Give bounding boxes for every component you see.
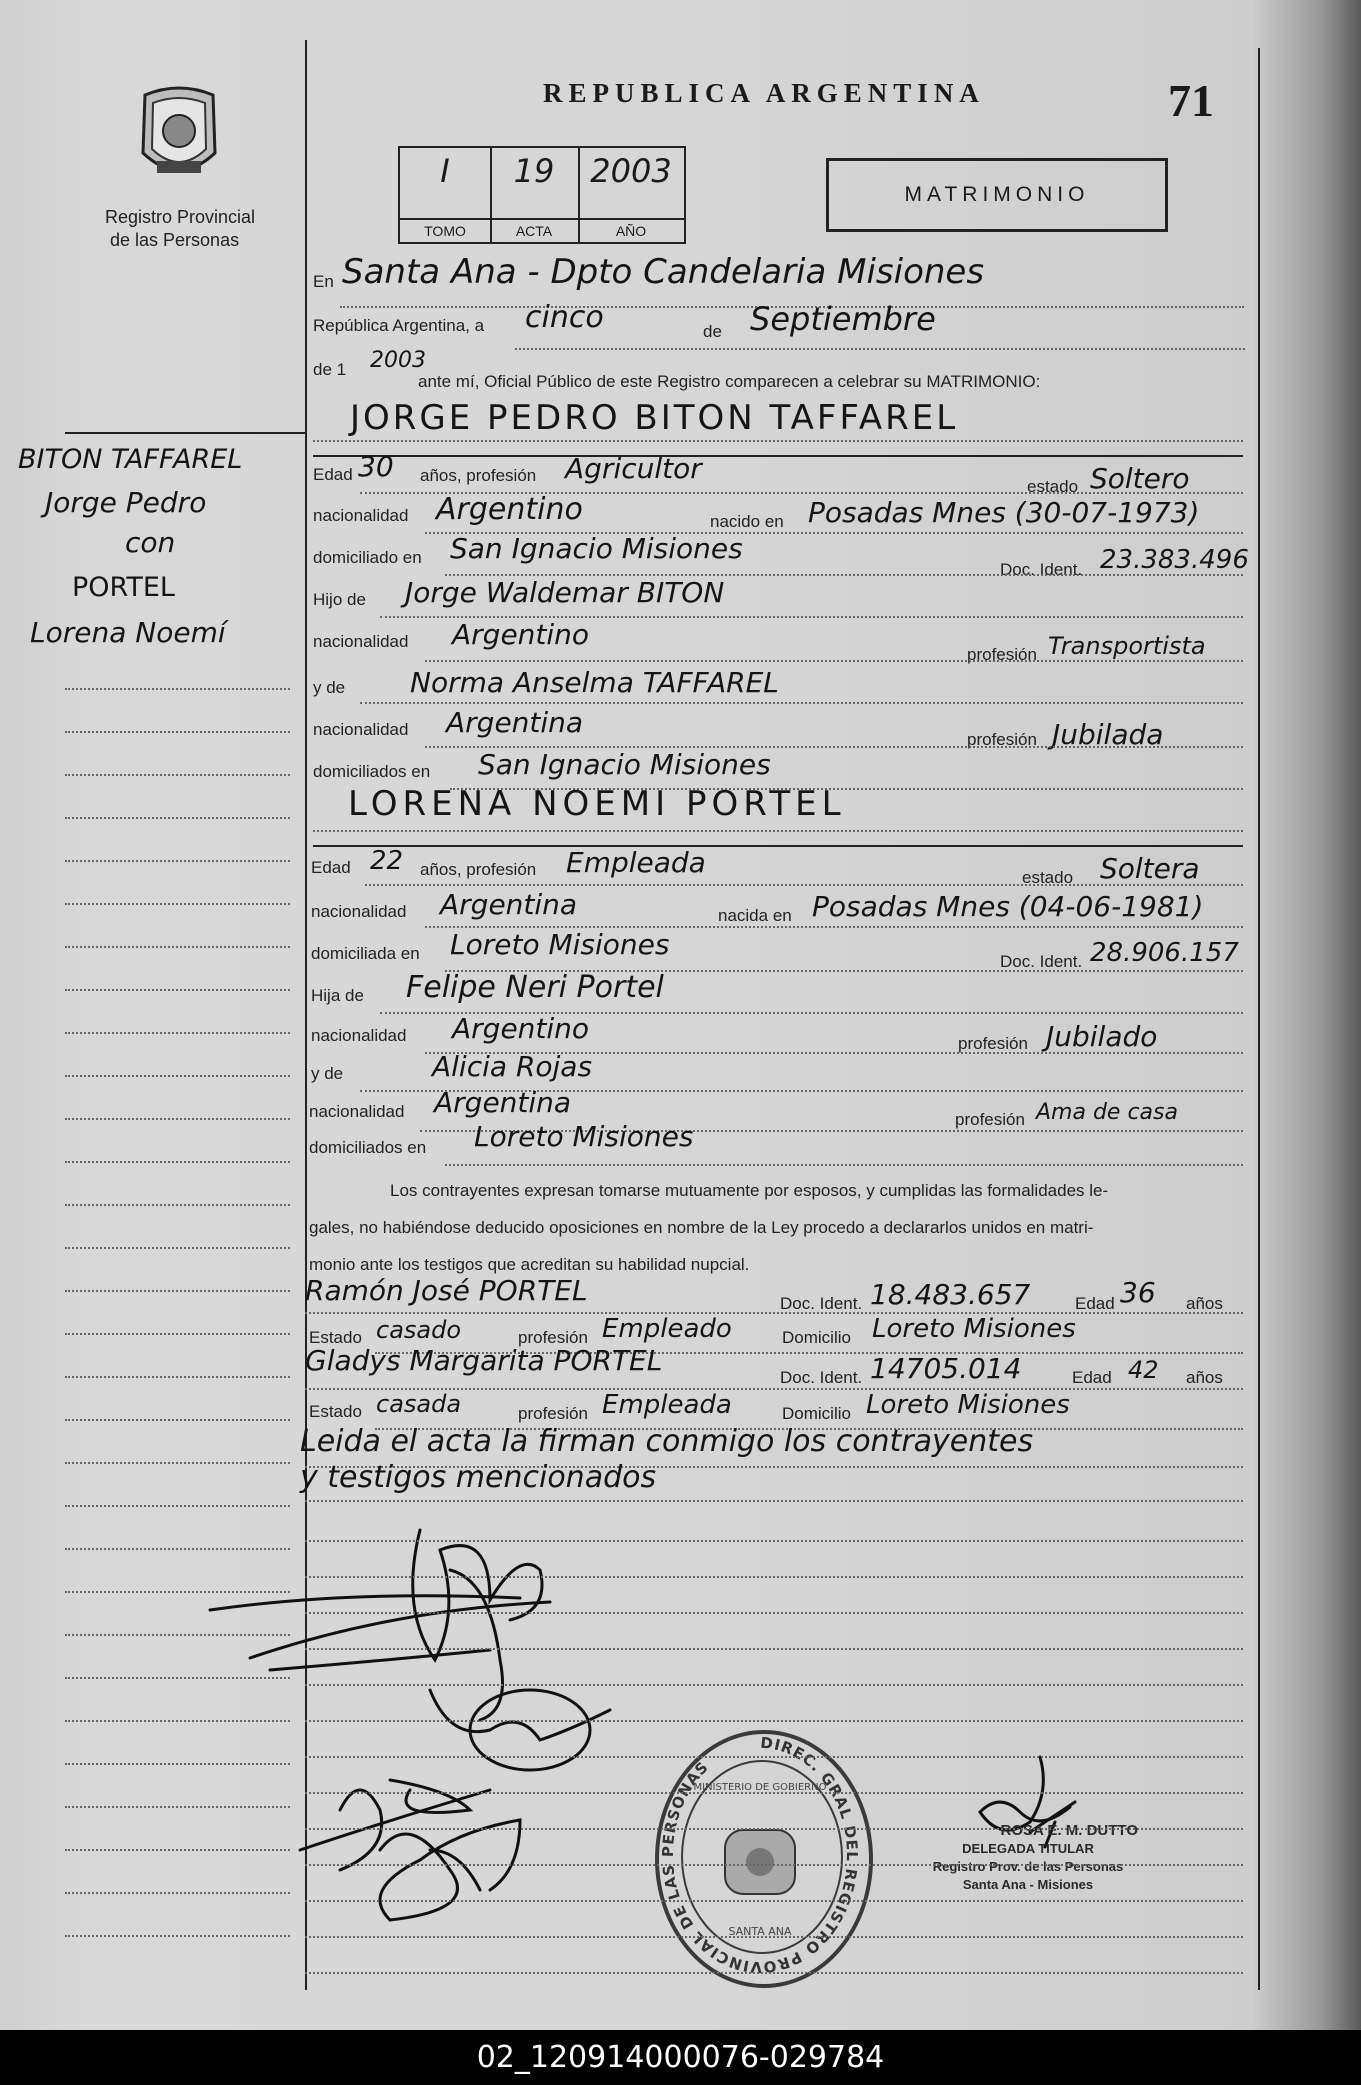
groom-hijo-label: Hijo de xyxy=(313,590,366,609)
groom-mother-nac-label: nacionalidad xyxy=(313,720,409,739)
witness1-address: Loreto Misiones xyxy=(872,1314,1076,1344)
bride-full-name: LORENA NOEMI PORTEL xyxy=(348,784,846,824)
tomo-cell xyxy=(400,148,492,242)
signatures-graphic xyxy=(190,1490,670,1940)
ruled-line xyxy=(65,1419,290,1421)
right-border xyxy=(1258,48,1260,1990)
groom-profession: Agricultor xyxy=(565,452,702,485)
acta-value: 19 xyxy=(513,152,555,190)
registry-name-line1: Registro Provincial xyxy=(105,207,256,227)
ruled-line xyxy=(305,1756,1243,1758)
margin-note-line5: Lorena Noemí xyxy=(30,616,226,649)
image-reference-code: 02_120914000076-029784 xyxy=(0,2030,1361,2085)
witness1-estado-label: Estado xyxy=(309,1328,362,1347)
reference-box xyxy=(398,146,686,244)
official-name: ROSA E. M. DUTTO xyxy=(1000,1822,1138,1839)
ano-cell xyxy=(578,148,684,242)
ano-value: 2003 xyxy=(590,152,672,190)
bride-nationality: Argentina xyxy=(440,888,578,921)
bride-birthplace: Posadas Mnes (04-06-1981) xyxy=(812,890,1204,923)
bride-doc-label: Doc. Ident. xyxy=(1000,952,1083,971)
groom-nationality: Argentino xyxy=(436,492,583,527)
official-place: Santa Ana - Misiones xyxy=(962,1877,1094,1892)
ruled-line xyxy=(65,1935,290,1937)
ruled-line xyxy=(305,1576,1243,1578)
official-title: DELEGADA TITULAR xyxy=(962,1841,1094,1856)
bride-father: Felipe Neri Portel xyxy=(406,970,664,1005)
country-title: REPUBLICA ARGENTINA xyxy=(543,78,985,108)
bride-mother-nationality: Argentina xyxy=(434,1086,572,1119)
bride-nacida-label: nacida en xyxy=(718,906,792,925)
ruled-line xyxy=(65,860,290,862)
bride-parents-address: Loreto Misiones xyxy=(474,1120,694,1153)
bride-domicilio-label: domiciliada en xyxy=(311,944,420,963)
witness2-estado-label: Estado xyxy=(309,1402,362,1421)
groom-domicilio-label: domiciliado en xyxy=(313,548,422,567)
groom-nacionalidad-label: nacionalidad xyxy=(313,506,409,525)
margin-note-line2: Jorge Pedro xyxy=(45,486,207,519)
bride-age: 22 xyxy=(370,846,404,876)
groom-mother: Norma Anselma TAFFAREL xyxy=(410,666,779,699)
groom-mother-profession: Jubilada xyxy=(1052,718,1164,751)
ruled-line xyxy=(65,1505,290,1507)
ruled-line xyxy=(65,1763,290,1765)
witness2-profesion-label: profesión xyxy=(518,1404,588,1423)
ruled-line xyxy=(65,688,290,690)
bride-yde-label: y de xyxy=(311,1064,344,1083)
groom-address: San Ignacio Misiones xyxy=(450,532,743,565)
closing-line1: Leida el acta la firman conmigo los contrayentes xyxy=(300,1424,1034,1459)
bride-marital-status: Soltera xyxy=(1100,852,1200,885)
marriage-month: Septiembre xyxy=(750,300,936,338)
witness1-anos-label: años xyxy=(1186,1294,1223,1313)
witness1-marital-status: casado xyxy=(376,1316,462,1344)
declaration-line1: Los contrayentes expresan tomarse mutuamente por esposos, y cumplidas las formalidades le- xyxy=(390,1181,1109,1200)
groom-full-name: JORGE PEDRO BITON TAFFAREL xyxy=(350,398,959,438)
en-label: En xyxy=(313,272,334,291)
ruled-line xyxy=(65,1376,290,1378)
ruled-line xyxy=(305,1684,1243,1686)
groom-anos-profesion-label: años, profesión xyxy=(420,466,537,485)
groom-doc-label: Doc. Ident. xyxy=(1000,560,1083,579)
bride-mother-prof-label: profesión xyxy=(955,1110,1025,1129)
bride-mother-profession: Ama de casa xyxy=(1036,1100,1178,1125)
groom-parents-domicilio-label: domiciliados en xyxy=(313,762,431,781)
provincial-seal-logo xyxy=(135,83,223,189)
ruled-line xyxy=(305,1792,1243,1794)
witness2-edad-label: Edad xyxy=(1072,1368,1112,1387)
witness2-address: Loreto Misiones xyxy=(866,1390,1070,1420)
groom-father-nationality: Argentino xyxy=(452,618,590,651)
ruled-line xyxy=(65,1591,290,1593)
de-label: de xyxy=(703,322,722,341)
bride-father-nac-label: nacionalidad xyxy=(311,1026,407,1045)
groom-yde-label: y de xyxy=(313,678,346,697)
bride-hija-label: Hija de xyxy=(311,986,364,1005)
ruled-line xyxy=(305,1828,1243,1830)
ruled-line xyxy=(65,1677,290,1679)
ruled-line xyxy=(65,1333,290,1335)
ruled-line xyxy=(65,1892,290,1894)
witness2-doc: 14705.014 xyxy=(870,1352,1022,1385)
marriage-place: Santa Ana - Dpto Candelaria Misiones xyxy=(342,252,985,292)
witness1-profession: Empleado xyxy=(602,1314,732,1344)
tomo-value: I xyxy=(440,152,450,190)
bride-father-prof-label: profesión xyxy=(958,1034,1028,1053)
ruled-line xyxy=(305,1648,1243,1650)
bride-mother-nac-label: nacionalidad xyxy=(309,1102,405,1121)
witness2-age: 42 xyxy=(1128,1356,1159,1384)
tomo-label: TOMO xyxy=(400,218,490,242)
seal-ring-text: DIREC. GRAL DEL REGISTRO PROVINCIAL DE LAS PERSONAS xyxy=(658,1733,862,1977)
groom-edad-label: Edad xyxy=(313,465,353,484)
official-registry-seal xyxy=(655,1730,873,1988)
ruled-line xyxy=(65,817,290,819)
bride-profession: Empleada xyxy=(566,846,706,879)
seal-inner-text: MINISTERIO DE GOBIERNO xyxy=(693,1782,827,1793)
bride-nacionalidad-label: nacionalidad xyxy=(311,902,407,921)
republica-label: República Argentina, a xyxy=(313,316,485,335)
bride-estado-label: estado xyxy=(1022,868,1074,887)
folio-number: 71 xyxy=(1168,75,1214,126)
witness2-doc-label: Doc. Ident. xyxy=(780,1368,863,1387)
appearance-statement: ante mí, Oficial Público de este Registro comparecen a celebrar su MATRIMONIO: xyxy=(418,372,1041,391)
witness2-anos-label: años xyxy=(1186,1368,1223,1387)
declaration-line3: monio ante los testigos que acreditan su habilidad nupcial. xyxy=(309,1255,750,1274)
margin-note-line4: PORTEL xyxy=(72,572,175,603)
groom-mother-prof-label: profesión xyxy=(967,730,1037,749)
witness1-doc-label: Doc. Ident. xyxy=(780,1294,863,1313)
ruled-line xyxy=(65,1290,290,1292)
groom-doc: 23.383.496 xyxy=(1100,545,1249,575)
margin-note-line3: con xyxy=(125,526,176,559)
act-type-box xyxy=(826,158,1168,232)
de1-label: de 1 xyxy=(313,360,347,379)
ruled-line xyxy=(65,1075,290,1077)
ruled-line xyxy=(65,989,290,991)
ruled-line xyxy=(305,1864,1243,1866)
groom-marital-status: Soltero xyxy=(1090,462,1190,495)
ruled-line xyxy=(65,1462,290,1464)
groom-father-profession: Transportista xyxy=(1048,632,1206,660)
marriage-year: 2003 xyxy=(370,348,426,373)
ruled-line xyxy=(65,774,290,776)
witness2-name: Gladys Margarita PORTEL xyxy=(305,1344,663,1377)
ruled-line xyxy=(305,1540,1243,1542)
ruled-line xyxy=(305,1612,1243,1614)
bride-mother: Alicia Rojas xyxy=(432,1050,593,1083)
declaration-line2: gales, no habiéndose deducido oposiciones en nombre de la Ley procedo a declararlos unidos en matri- xyxy=(309,1218,1094,1237)
ruled-line xyxy=(305,1972,1243,1974)
bride-father-nationality: Argentino xyxy=(452,1012,590,1045)
closing-line2: y testigos mencionados xyxy=(300,1460,657,1495)
witness2-domicilio-label: Domicilio xyxy=(782,1404,851,1423)
bride-father-profession: Jubilado xyxy=(1046,1020,1158,1053)
registry-name-line2: de las Personas xyxy=(110,230,240,250)
official-org: Registro Prov. de las Personas xyxy=(932,1859,1124,1874)
groom-nacido-label: nacido en xyxy=(710,512,784,531)
ano-label: AÑO xyxy=(578,218,684,242)
official-rubber-stamp xyxy=(918,1822,1138,1902)
groom-birthplace: Posadas Mnes (30-07-1973) xyxy=(808,496,1200,529)
ruled-line xyxy=(305,1900,1243,1902)
ruled-line xyxy=(65,1247,290,1249)
bride-edad-label: Edad xyxy=(311,858,351,877)
ruled-line xyxy=(65,1118,290,1120)
groom-father-nac-label: nacionalidad xyxy=(313,632,409,651)
bride-parents-domicilio-label: domiciliados en xyxy=(309,1138,427,1157)
margin-note-line1: BITON TAFFAREL xyxy=(18,444,243,475)
groom-father-prof-label: profesión xyxy=(967,645,1037,664)
groom-mother-nationality: Argentina xyxy=(446,706,584,739)
groom-age: 30 xyxy=(358,450,394,483)
ruled-line xyxy=(65,731,290,733)
act-type-label: MATRIMONIO xyxy=(904,183,1090,206)
acta-label: ACTA xyxy=(490,218,578,242)
bride-address: Loreto Misiones xyxy=(450,928,670,961)
witness2-profession: Empleada xyxy=(602,1390,732,1420)
bride-anos-profesion-label: años, profesión xyxy=(420,860,537,879)
bride-doc: 28.906.157 xyxy=(1090,938,1239,968)
acta-cell xyxy=(490,148,580,242)
ruled-line xyxy=(65,1204,290,1206)
ruled-line xyxy=(305,1720,1243,1722)
ruled-line xyxy=(65,1849,290,1851)
groom-father: Jorge Waldemar BITON xyxy=(405,576,725,609)
groom-estado-label: estado xyxy=(1027,477,1079,496)
witness1-edad-label: Edad xyxy=(1075,1294,1115,1313)
seal-bottom-text: SANTA ANA xyxy=(728,1925,792,1938)
ruled-line xyxy=(65,1634,290,1636)
ruled-line xyxy=(305,1936,1243,1938)
marriage-day: cinco xyxy=(525,300,604,335)
ruled-line xyxy=(65,1032,290,1034)
witness1-age: 36 xyxy=(1120,1276,1156,1309)
witness2-marital-status: casada xyxy=(376,1390,462,1418)
witness1-name: Ramón José PORTEL xyxy=(305,1274,588,1307)
groom-parents-address: San Ignacio Misiones xyxy=(478,748,771,781)
ruled-line xyxy=(65,1720,290,1722)
witness1-profesion-label: profesión xyxy=(518,1328,588,1347)
ruled-line xyxy=(65,1548,290,1550)
ruled-line xyxy=(65,1161,290,1163)
ruled-line xyxy=(65,903,290,905)
ruled-line xyxy=(65,1806,290,1808)
witness1-doc: 18.483.657 xyxy=(870,1278,1031,1311)
ruled-line xyxy=(65,946,290,948)
witness1-domicilio-label: Domicilio xyxy=(782,1328,851,1347)
